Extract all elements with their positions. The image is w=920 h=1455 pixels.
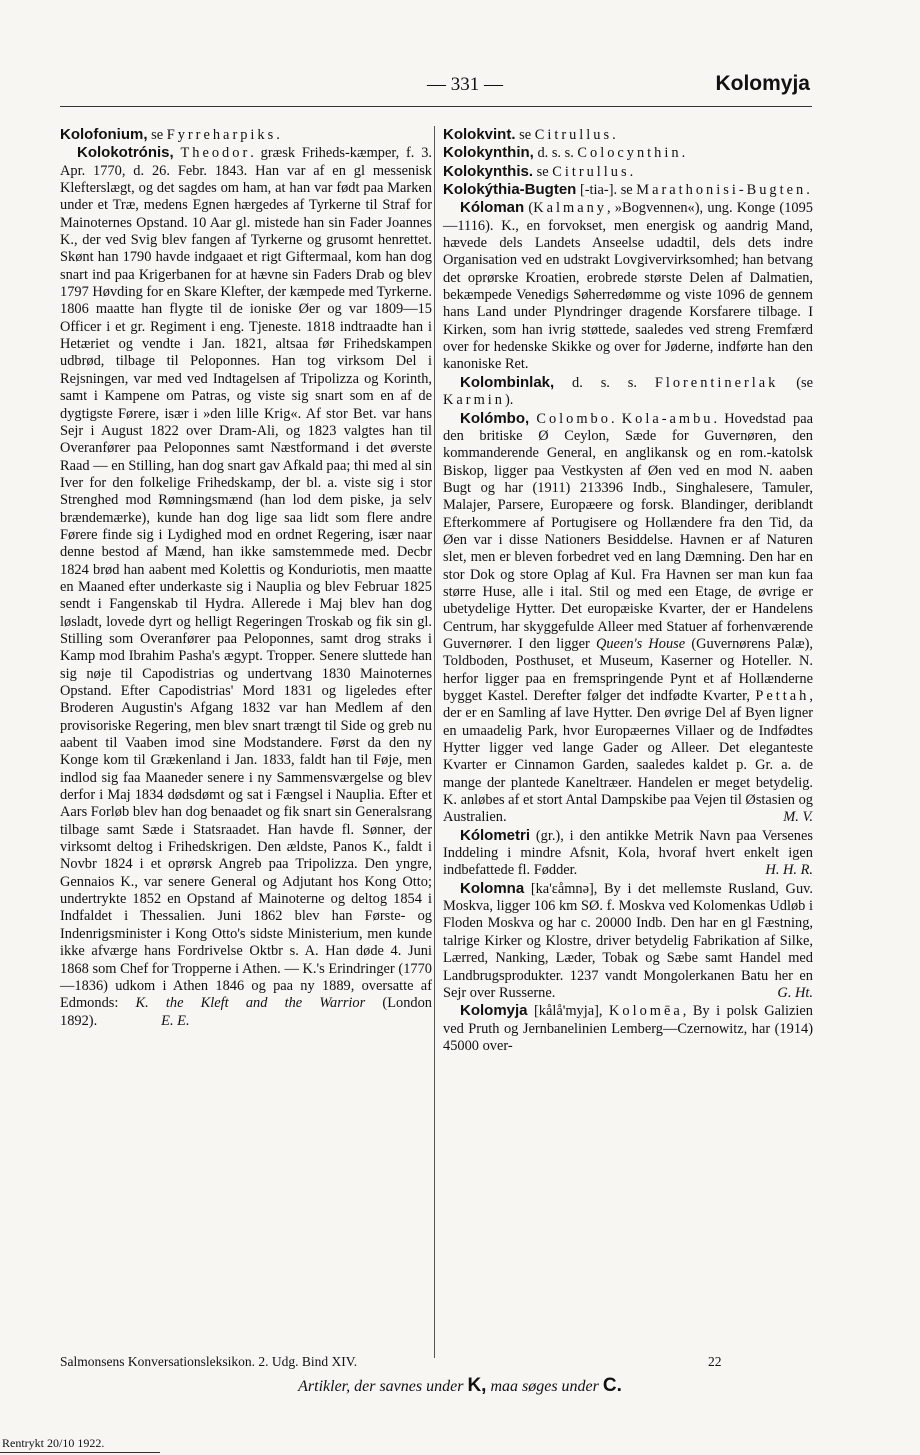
entry-kolombo: Kolómbo, Colombo. Kola-ambu. Hovedstad paa den britiske Ø Ceylon, Sæde for Guvernøren, den kommanderende General, en anglikansk og en rom.-katolsk Biskop, ligger paa Vestkysten af Øen ved en mod N. aaben Bugt og har (1911) 213396 Indb., Singhalesere, Tamuler, Malajer, Parsere, Europæere og forsk. Blandinger, deriblandt Efterkommere af Portugisere og Hollændere fra den Tid, da Øen var i disse Nationers Besiddelse. Havnen er af Naturen slet, men er bleven forbedret ved en lang Dæmning. Den har en stor Dok og store Oplag af Kul. Fra Havnen ser man kun faa større Huse, alle i ital. Stil og med een Etage, de øvrige er ubetydelige Hytter. Det europæiske Kvarter, der er Handelens Centrum, har skyggefulde Alleer med Statuer af forhenværende Guvernører. I den ligger Queen's House (Guvernørens Palæ), Toldboden, Posthuset, et Museum, Kaserner og Hoteller. N. herfor ligger paa en fremspringende Pynt et af Hollænderne bygget Kastel. Derefter følger det indfødte Kvarter, Pettah, der er en Samling af lave Hytter. Den øvrige Del af Byen ligner en umaadelig Park, hvor Europæernes Villaer og de Indfødtes Hytter ligger ved lange Gader og Alleer. Det eleganteste Kvarter er Cinnamon Garden, saaledes kaldet p. Gr. a. de mange der plantede Kaneltræer. Handelen er meget betydelig. K. anløbes af et stort Antal Dampskibe paa Vejen til Østasien og Australien. M. V. bbox=[443, 409, 814, 826]
entry-kolokynthin: Kolokynthin, d. s. s. Colocynthin. bbox=[443, 144, 686, 162]
entry-headword: Kólometri bbox=[460, 826, 531, 844]
entry-headword: Kolokynthis. bbox=[443, 162, 534, 180]
author-signature: H. H. R. bbox=[765, 862, 813, 879]
entry-headword: Kóloman bbox=[460, 199, 525, 217]
missing-articles-note: Artikler, der savnes under K, maa søges under C. bbox=[298, 1375, 622, 1396]
author-signature: M. V. bbox=[783, 809, 813, 826]
entry-headword: Kolomna bbox=[460, 879, 525, 897]
right-column bbox=[443, 126, 813, 1055]
cited-title: K. the Kleft and the Warrior bbox=[135, 995, 366, 1012]
entry-text: . Hovedstad paa den britiske Ø Ceylon, Sæde for Guvernøren, den kommanderende General, en anglikansk og en rom.-katolsk Biskop, ligger paa Vestkysten af Øen ved en mod N. aaben Bugt og har (1911) 213396 Indb., Singhalesere, Tamuler, Malajer, Parsere, Europæere og forsk. Blandinger, deriblandt Efterkommere af Portugisere og Hollændere fra den Tid, da Øen var i disse Nationers Besiddelse. Havnen er af Naturen slet, men er bleven forbedret ved en lang Dæmning. Den har en stor Dok og store Oplag af Kul. Fra Havnen ser man kun faa større Huse, alle i ital. Stil og med een Etage, de øvrige er ubetydelige Hytter. Det europæiske Kvarter, der er Handelens Centrum, har skyggefulde Alleer med Statuer af forhenværende Guvernører. I den ligger bbox=[443, 410, 813, 652]
running-head: Kolomyja bbox=[715, 72, 810, 95]
entry-headword: Kolombinlak, bbox=[460, 373, 555, 391]
entry-headword: Kolokýthia-Bugten bbox=[443, 181, 577, 199]
entry-headword: Kolokynthin, bbox=[443, 144, 534, 162]
source-line: Salmonsens Konversationsleksikon. 2. Udg. Bind XIV. bbox=[60, 1354, 358, 1369]
entry-kolometri bbox=[443, 827, 813, 880]
sheet-number: 22 bbox=[708, 1354, 722, 1369]
entry-text: , By i polsk Galizien ved Pruth og Jernbanelinien Lemberg—Czernowitz, har (1914) 45000 over- bbox=[443, 1003, 813, 1054]
left-column bbox=[60, 126, 432, 1030]
cited-title: Queen's House bbox=[595, 635, 686, 652]
entry-kolokynthis: Kolokynthis. se Citrullus. bbox=[443, 162, 634, 180]
entry-text: , »Bogvennen«), ung. Konge (1095—1116). K., en forvokset, men energisk og aandrig Mand, hævede dels Landets Anseelse udadtil, dels dets indre Organisation ved en udstrakt Lovgivervirksomhed; han betvang det oprørske Kroatien, erobrede største Delen af Dalmatien, bekæmpede Venedigs Søherredømme og viste 1096 de gennem hans Land under Plyndringer dragende Korsfarere tilbage. I Kirken, som han ivrig støttede, saaledes ved streng Fremfærd over for hedenske Skikke og over for Jøderne, indførte han den kanoniske Ret. bbox=[443, 200, 813, 373]
entry-headword: Kolofonium, bbox=[60, 126, 148, 143]
page-header bbox=[60, 74, 810, 100]
reprint-rule bbox=[0, 1452, 160, 1453]
entry-text: (gr.), i den antikke Metrik Navn paa Versenes Inddeling i mindre Afsnit, Kola, hvoraf hvert enkelt igen indbefattede fl. Fødder. bbox=[443, 827, 813, 879]
page-number: — 331 — bbox=[427, 74, 503, 95]
entry-koloman: Kóloman (Kalmany, »Bogvennen«), ung. Konge (1095—1116). K., en forvokset, men energisk og aandrig Mand, hævede dels Landets Anseelse udadtil, dels dets indre Organisation ved en udstrakt Lovgivervirksomhed; han betvang det oprørske Kroatien, erobrede største Delen af Dalmatien, bekæmpede Venedigs Søherredømme og viste 1096 de gennem hans Land under Plyndringer dragende Korsfarere tilbage. I Kirken, som han ivrig støttede, saaledes ved streng Fremfærd over for hedenske Skikke og over for Jøderne, indførte han den kanoniske Ret. bbox=[443, 199, 813, 373]
author-signature: E. E. bbox=[161, 1012, 190, 1029]
entry-kolombinlak: Kolombinlak, d. s. s. Florentinerlak (se Karmin). bbox=[443, 373, 813, 409]
letter-c: C. bbox=[602, 1375, 622, 1396]
header-rule bbox=[60, 106, 812, 107]
entry-headword: Kolómbo, bbox=[460, 409, 530, 427]
entry-kolokvint: Kolokvint. se Citrullus. bbox=[443, 126, 616, 143]
letter-k: K, bbox=[467, 1375, 487, 1396]
entry-kolokythia-bugten: Kolokýthia-Bugten [-tia-]. se Marathonisi-Bugten. bbox=[443, 181, 810, 199]
entry-kolokotronis: Kolokotrónis, Theodor. græsk Friheds-kæmper, f. 3. Apr. 1770, d. 26. Febr. 1843. Han var af en gl messenisk Klefterslægt, og det sagdes om ham, at han var født paa Marken under et Træ, medens Egnen hærgedes af Tyrkerne til Straf for Mainoternes Opstand. 10 Aar gl. mistede han sin Fader Joannes K., der ved Svig blev fangen af Tyrkerne og grusomt henrettet. Skønt han 1790 havde indgaaet et rigt Giftermaal, kom han dog snart ind paa Krigerbanen for at hævne sin Faders Drab og blev 1797 Høvding for en Skare Klefter, der kæmpede med Tyrkerne. 1806 maatte han flygte til de ioniske Øer og var 1809—15 Officer i et gr. Regiment i eng. Tjeneste. 1818 indtraadte han i Hetæriet og vendte i Jan. 1821, altsaa før Frihedskampen udbrød, tilbage til Peloponnes. Han tog virksom Del i Rejsningen, var med ved Indtagelsen af Tripolizza og Korinth, samt i Kampene om Patras, og viste sig snart som en af de dygtigste Førere, især i »den lille Krig«. Af stor Bet. var hans Sejr i August 1822 over Dram-Ali, og 1823 valgtes han til Overanfører paa Peloponnes samt Næstformand i det øverste Raad — en Stilling, han dog snart gav Afkald paa; thi med al sin Iver for den folkelige Frihedskamp, der bl. a. viste sig i stor Strenghed mod Rømningsmænd (han lod dem piske, ja selv brændemærke), kunde han dog lige saa lidt som flere andre Førere finde sig i Lydighed mod en ordnet Regering, især naar denne bestod af Mænd, han ikke samstemmede med. Decbr 1824 brød han aabent med Kolettis og Konduriotis, men maatte en Maaned efter underkaste sig i Nauplia og blev Februar 1825 sendt i Fangenskab til Hydra. Allerede i Maj blev han dog løsladt, lovede dyrt og helligt Regeringen Troskab og fik sin gl. Stilling som Overanfører paa Peloponnes, samt drog straks i Kamp mod Ibrahim Pasha's ægypt. Tropper. Senere sluttede han sig nøje til Capodistrias og undertvang 1830 Mainoternes Opstand. Efter Capodistrias' Mord 1831 og ligeledes efter Broderen Augustin's Afgang 1832 var han Medlem af den provisoriske Regering, men blev snart trængt til Side og greb nu aabent til Vaaben imod sine Modstandere. Først da den ny Konge kom til Grækenland i Jan. 1833, faldt han til Føje, men indlod sig faa Maaneder senere i ny Sammensværgelse og blev derfor i Maj 1834 dødsdømt og sat i Fængsel i Nauplia. Efter et Aars Forløb blev han dog benaadet og fik snart sin Generalsrang tilbage samt Sæde i Statsraadet. Han havde fl. Sønner, der virksomt deltog i Frihedskrigen. Den ældste, Panos K., faldt i Novbr 1824 i et oprørsk Angreb paa Tripolizza. Den yngre, Gennaios K., var senere General og Adjutant hos Kong Otto; undertrykte 1852 en Opstand af Mainoterne og deltog 1854 i Indfaldet i Thessalien. Juni 1862 blev han Første- og Indenrigsminister i Kong Otto's sidste Ministerium, men kunde ikke afværge hans Fordrivelse Oktbr s. A. Han døde 4. Juni 1868 som Chef for Tropperne i Athen. — K.'s Erindringer (1770—1836) udkom i Athen 1846 og paa ny 1889, oversatte af Edmonds: K. the Kleft and the Warrior (London 1892). E. E. bbox=[60, 144, 432, 1029]
entry-kolofonium: Kolofonium, se Fyrreharpiks. bbox=[60, 126, 280, 143]
entry-headword: Kolokvint. bbox=[443, 126, 516, 143]
author-signature: G. Ht. bbox=[777, 984, 813, 1001]
entry-text: . græsk Friheds-kæmper, f. 3. Apr. 1770, d. 26. Febr. 1843. Han var af en gl messenisk Klefterslægt, og det sagdes om ham, at han var født paa Marken under et Træ, medens Egnen hærgedes af Tyrkerne til Straf for Mainoternes Opstand. 10 Aar gl. mistede han sin Fader Joannes K., der ved Svig blev fangen af Tyrkerne og grusomt henrettet. Skønt han 1790 havde indgaaet et rigt Giftermaal, kom han dog snart ind paa Krigerbanen for at hævne sin Faders Drab og blev 1797 Høvding for en Skare Klefter, der kæmpede med Tyrkerne. 1806 maatte han flygte til de ioniske Øer og var 1809—15 Officer i et gr. Regiment i eng. Tjeneste. 1818 indtraadte han i Hetæriet og vendte i Jan. 1821, altsaa før Frihedskampen udbrød, tilbage til Peloponnes. Han tog virksom Del i Rejsningen, var med ved Indtagelsen af Tripolizza og Korinth, samt i Kampene om Patras, og viste sig snart som en af de dygtigste Førere, især i »den lille Krig«. Af stor Bet. var hans Sejr i August 1822 over Dram-Ali, og 1823 valgtes han til Overanfører paa Peloponnes samt Næstformand i det øverste Raad — en Stilling, han dog snart gav Afkald paa; thi med al sin Iver for den folkelige Frihedskamp, der bl. a. viste sig i stor Strenghed mod Rømningsmænd (han lod dem piske, ja selv brændemærke), kunde han dog lige saa lidt som flere andre Førere finde sig i Lydighed mod en ordnet Regering, især naar denne bestod af Mænd, han ikke samstemmede med. Decbr 1824 brød han aabent med Kolettis og Konduriotis, men maatte en Maaned efter underkaste sig i Nauplia og blev Februar 1825 sendt i Fangenskab til Hydra. Allerede i Maj blev han dog løsladt, lovede dyrt og helligt Regeringen Troskab og fik sin gl. Stilling som Overanfører paa Peloponnes, samt drog straks i Kamp mod Ibrahim Pasha's ægypt. Tropper. Senere sluttede han sig nøje til Capodistrias og undertvang 1830 Mainoternes Opstand. Efter Capodistrias' Mord 1831 og ligeledes efter Broderen Augustin's Afgang 1832 var han Medlem af den provisoriske Regering, men blev snart trængt til Side og greb nu aabent til Vaaben imod sine Modstandere. Først da den ny Konge kom til Grækenland i Jan. 1833, faldt han til Føje, men indlod sig faa Maaneder senere i ny Sammensværgelse og blev derfor i Maj 1834 dødsdømt og sat i Fængsel i Nauplia. Efter et Aars Forløb blev han dog benaadet og fik snart sin Generalsrang tilbage samt Sæde i Statsraadet. Han havde fl. Sønner, der virksomt deltog i Frihedskrigen. Den ældste, Panos K., faldt i Novbr 1824 i et oprørsk Angreb paa Tripolizza. Den yngre, Gennaios K., var senere General og Adjutant hos Kong Otto; undertrykte 1852 en Opstand af Mainoterne og deltog 1854 i Indfaldet i Thessalien. Juni 1862 blev han Første- og Indenrigsminister i Kong Otto's sidste Ministerium, men kunde ikke afværge hans Fordrivelse Oktbr s. A. Han døde 4. Juni 1868 som Chef for Tropperne i Athen. — K.'s Erindringer (1770—1836) udkom i Athen 1846 og paa ny 1889, oversatte af Edmonds: bbox=[60, 145, 432, 1012]
entry-text: [ka'ɛåmnə], By i det mellemste Rusland, Guv. Moskva, ligger 106 km SØ. f. Moskva ved Kolomenkas Udløb i Floden Moskva og har c. 20000 Indb. Den har en gl Fæstning, talrige Kirker og Klostre, driver betydelig Fabrikation af Silke, Lærred, Nanking, Læder, Tobak og Sæbe samt Handel med Landbrugsprodukter. 1237 vandt Mongolerkanen Batu her en Sejr over Russerne. bbox=[443, 880, 813, 1001]
entry-kolomna bbox=[443, 880, 813, 1002]
entry-kolomyja: Kolomyja [kålå'myja], Kolomēa, By i polsk Galizien ved Pruth og Jernbanelinien Lemberg—Czernowitz, har (1914) 45000 over- bbox=[443, 1002, 813, 1054]
column-divider bbox=[434, 126, 435, 1358]
reprint-date: Rentrykt 20/10 1922. bbox=[2, 1436, 105, 1450]
entry-headword: Kolokotrónis, bbox=[77, 144, 174, 162]
entry-headword: Kolomyja bbox=[460, 1002, 528, 1020]
